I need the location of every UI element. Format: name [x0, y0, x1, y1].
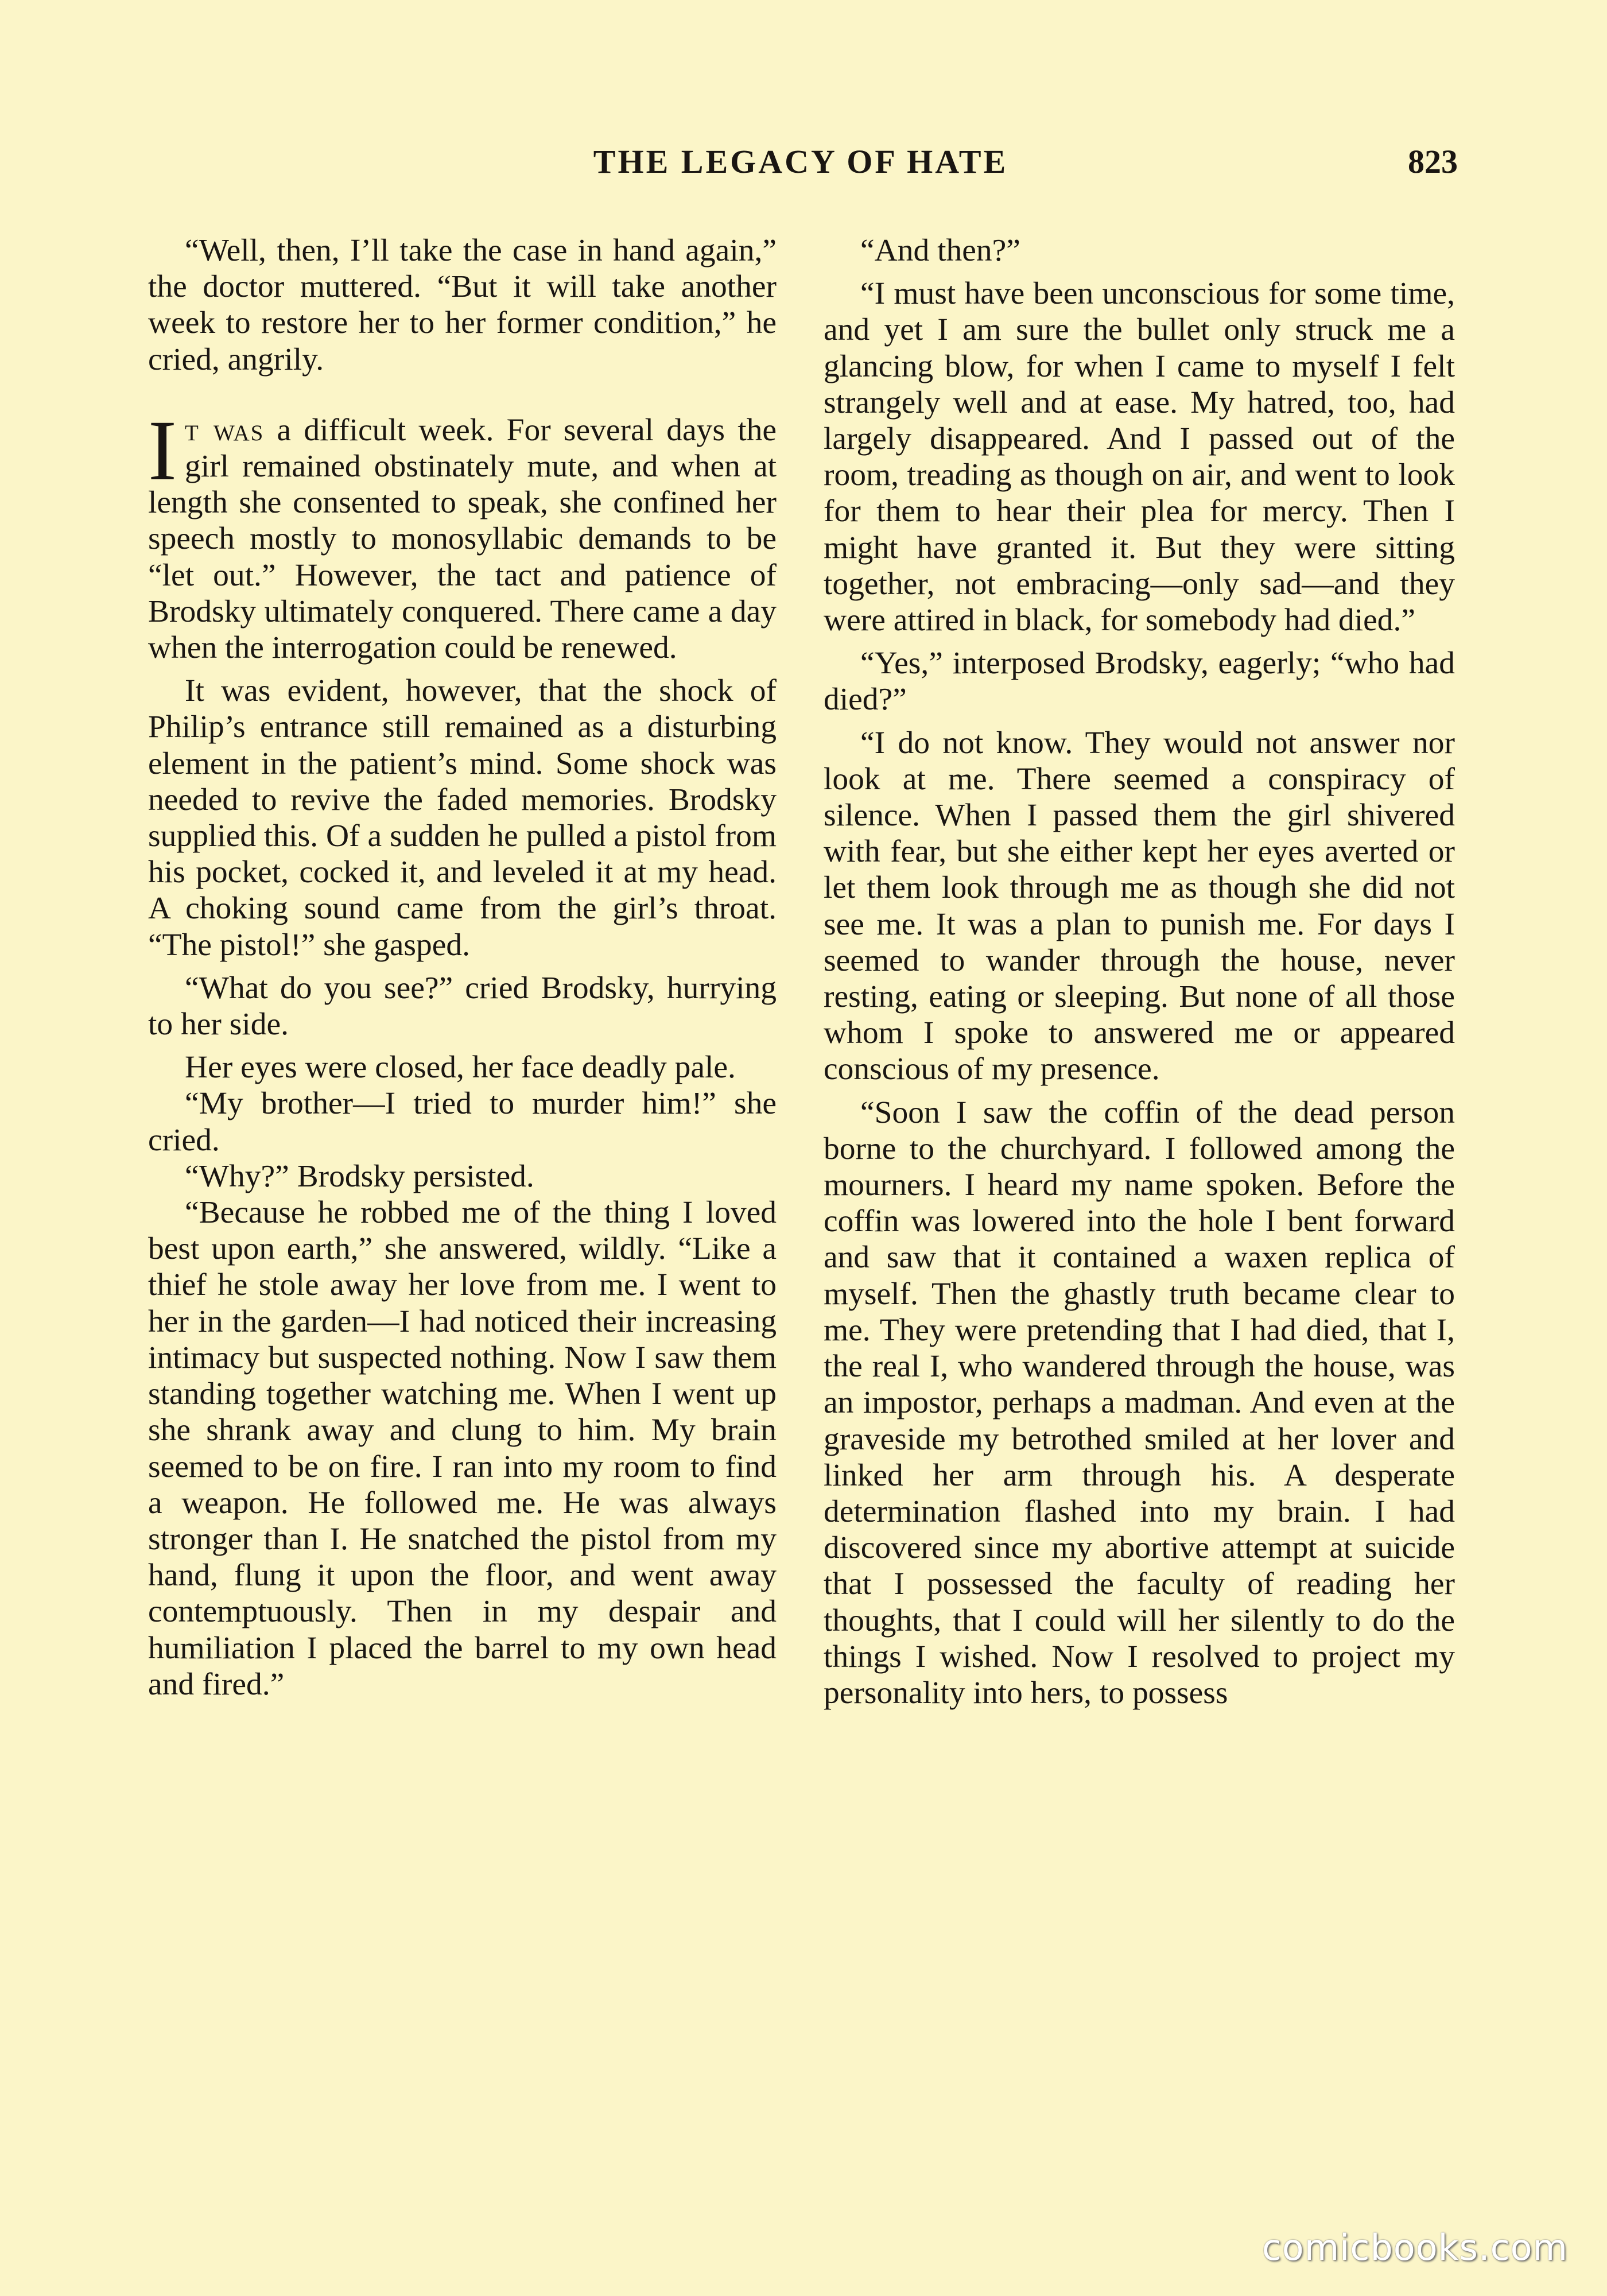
- paragraph: “Well, then, I’ll take the case in hand again,” the doctor muttered. “But it will take another week to restore her to her former condition,” he cried, angrily.: [148, 233, 777, 377]
- right-column: [824, 232, 1455, 1711]
- paragraph: “And then?”: [860, 233, 1020, 268]
- paragraph: “My brother—I tried to murder him!” she cried.: [148, 1086, 777, 1158]
- paragraph: Her eyes were closed, her face deadly pale.: [185, 1050, 736, 1085]
- site-watermark: comicbooks.com: [1261, 2227, 1568, 2268]
- running-title: THE LEGACY OF HATE: [593, 143, 1008, 180]
- running-header: [143, 142, 1458, 188]
- section-start-text: a difficult week. For several days the girl remained obstinately mute, and when at length she consented to speak, she confined her speech mostly to monosyllabic demands to be “let out.” However, the tact and patience of Brodsky ultimately conquered. There came a day when the interrogation could be renewed.: [148, 412, 777, 666]
- page-number: 823: [1408, 143, 1458, 180]
- paragraph: “Soon I saw the coffin of the dead person borne to the churchyard. I followed among the mourners. I heard my name spoken. Before the coffin was lowered into the hole I bent forward and saw that it contained a waxen replica of myself. Then the ghastly truth became clear to me. They were pretending that I had died, that I, the real I, who wandered through the house, was an impostor, perhaps a madman. And even at the graveside my betrothed smiled at her lover and linked her arm through his. A desperate determination flashed into my brain. I had discovered since my abortive attempt at suicide that I possessed the faculty of reading her thoughts, that I could will her silently to do the things I wished. Now I resolved to project my personality into hers, to possess: [824, 1095, 1455, 1711]
- paragraph: It was evident, however, that the shock of Philip’s entrance still remained as a disturbing element in the patient’s mind. Some shock was needed to revive the faded memories. Brodsky supplied this. Of a sudden he pulled a pistol from his pocket, cocked it, and leveled it at my head. A choking sound came from the girl’s throat. “The pistol!” she gasped.: [148, 673, 777, 963]
- paragraph: “What do you see?” cried Brodsky, hurrying to her side.: [148, 970, 777, 1042]
- paragraph: “Yes,” interposed Brodsky, eagerly; “who had died?”: [824, 646, 1455, 718]
- drop-cap: I: [148, 402, 177, 498]
- paragraph: “I must have been unconscious for some time, and yet I am sure the bullet only struck me a glancing blow, for when I came to myself I felt strangely well and at ease. My hatred, too, had largely disappeared. And I passed out of the room, treading as though on air, and went to look for them to hear their plea for mercy. Then I might have granted it. But they were sitting together, not embracing—only sad—and they were attired in black, for somebody had died.”: [824, 276, 1455, 638]
- paragraph: “Because he robbed me of the thing I loved best upon earth,” she answered, wildly. “Like a thief he stole away her love from me. I went to her in the garden—I had noticed their increasing intimacy but suspected nothing. Now I saw them standing together watching me. When I went up she shrank away and clung to him. My brain seemed to be on fire. I ran into my room to find a weapon. He followed me. He was always stronger than I. He snatched the pistol from my hand, flung it upon the floor, and went away contemptuously. Then in my despair and humiliation I placed the barrel to my own head and fired.”: [148, 1195, 777, 1702]
- paragraph: “I do not know. They would not answer nor look at me. There seemed a conspiracy of silence. When I passed them the girl shivered with fear, but she either kept her eyes averted or let them look through me as though she did not see me. It was a plan to punish me. For days I seemed to wander through the house, never resting, eating or sleeping. But none of all those whom I spoke to answered me or appeared conscious of my presence.: [824, 725, 1455, 1087]
- section-start-paragraph: [148, 402, 777, 666]
- left-column: [148, 232, 777, 1702]
- paragraph: “Why?” Brodsky persisted.: [185, 1158, 534, 1194]
- small-caps-lead: t was: [184, 412, 265, 448]
